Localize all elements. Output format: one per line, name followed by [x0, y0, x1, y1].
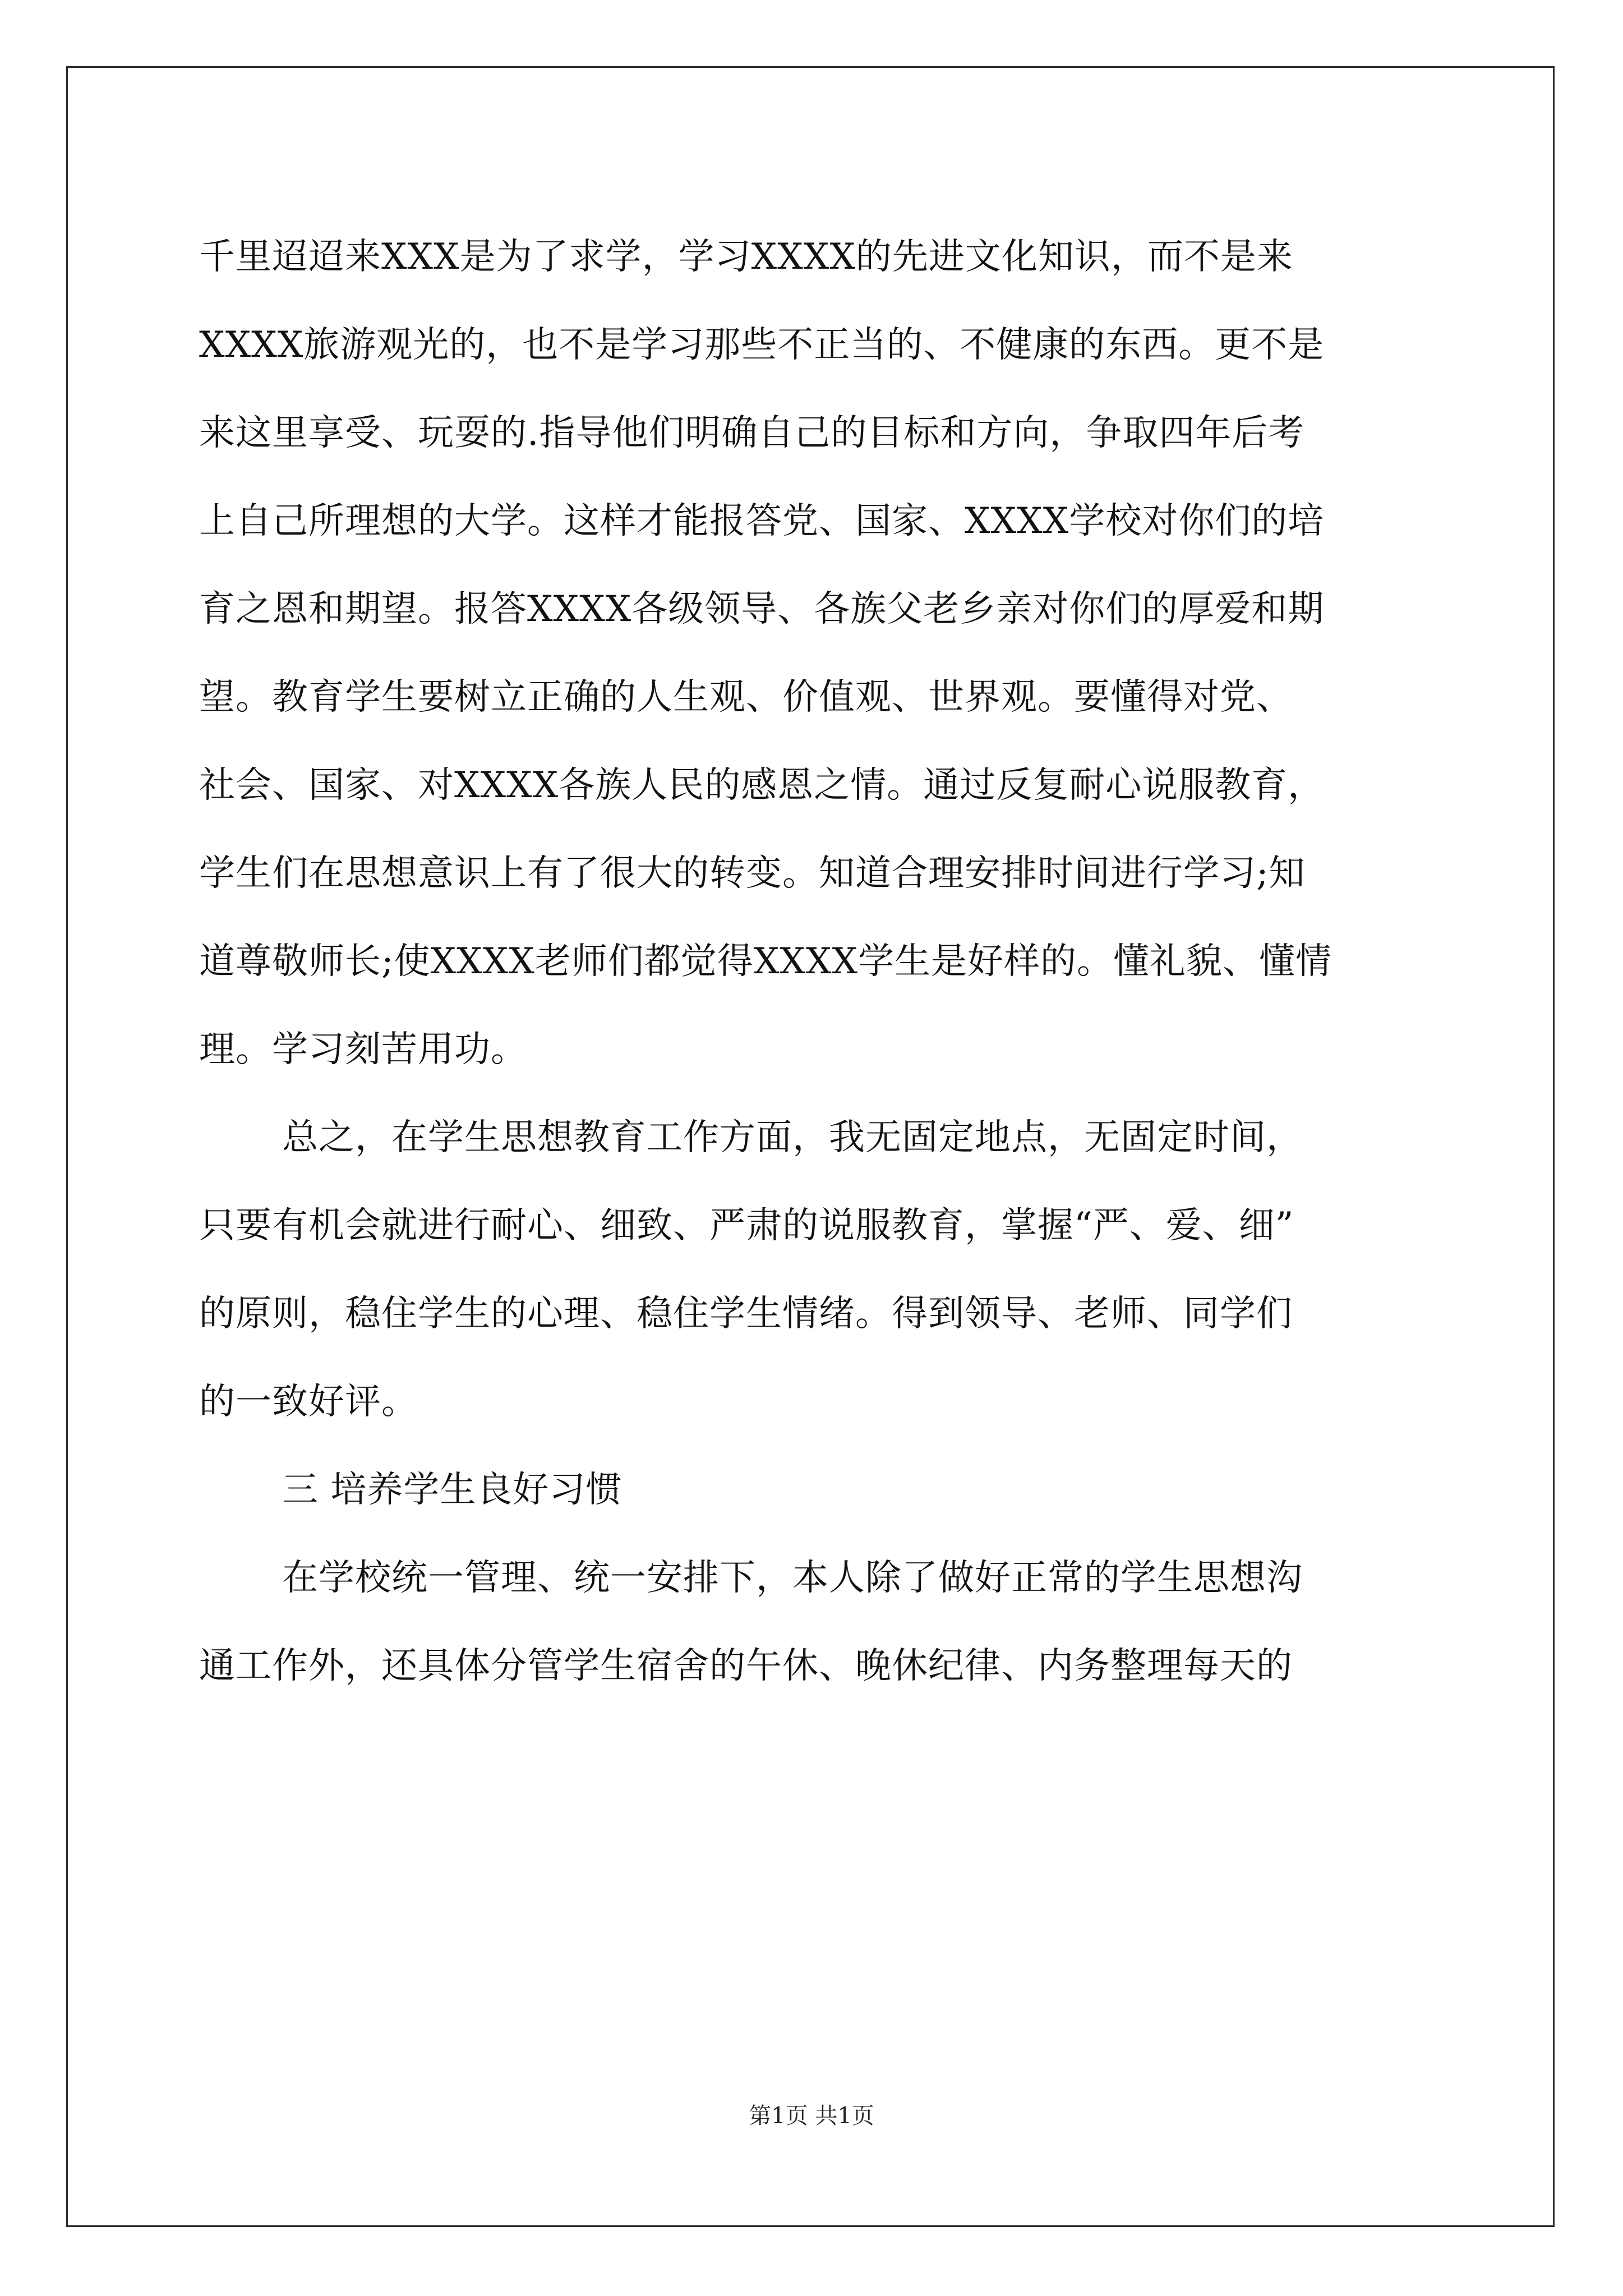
page-footer: 第1页 共1页 — [749, 2103, 874, 2129]
text-line-7: 社会、国家、对XXXX各族人民的感恩之情。通过反复耐心说服教育， — [199, 765, 1325, 806]
text-line-3: 来这里享受、玩耍的.指导他们明确自己的目标和方向，争取四年后考 — [199, 412, 1305, 454]
text-line-5: 育之恩和期望。报答XXXX各级领导、各族父老乡亲对你们的厚爱和期 — [199, 588, 1325, 630]
text-line-13: 的原则，稳住学生的心理、稳住学生情绪。得到领导、老师、同学们 — [199, 1293, 1293, 1335]
text-line-12: 只要有机会就进行耐心、细致、严肃的说服教育，掌握“严、爱、细” — [199, 1205, 1294, 1246]
section-heading: 三 培养学生良好习惯 — [282, 1469, 623, 1511]
text-line-14: 的一致好评。 — [199, 1381, 418, 1423]
text-line-10: 理。学习刻苦用功。 — [199, 1029, 527, 1070]
text-line-2: XXXX旅游观光的，也不是学习那些不正当的、不健康的东西。更不是 — [199, 324, 1325, 366]
document-body — [199, 213, 1433, 1710]
text-line-16: 在学校统一管理、统一安排下，本人除了做好正常的学生思想沟 — [282, 1557, 1303, 1599]
text-line-6: 望。教育学生要树立正确的人生观、价值观、世界观。要懂得对党、 — [199, 677, 1293, 718]
text-line-9: 道尊敬师长;使XXXX老师们都觉得XXXX学生是好样的。懂礼貌、懂情 — [199, 941, 1332, 982]
text-line-1: 千里迢迢来XXX是为了求学，学习XXXX的先进文化知识，而不是来 — [199, 236, 1293, 278]
text-line-4: 上自己所理想的大学。这样才能报答党、国家、XXXX学校对你们的培 — [199, 500, 1325, 542]
text-line-11: 总之，在学生思想教育工作方面，我无固定地点，无固定时间， — [282, 1117, 1303, 1158]
text-line-8: 学生们在思想意识上有了很大的转变。知道合理安排时间进行学习;知 — [199, 853, 1306, 894]
text-line-17: 通工作外，还具体分管学生宿舍的午休、晚休纪律、内务整理每天的 — [199, 1645, 1293, 1687]
